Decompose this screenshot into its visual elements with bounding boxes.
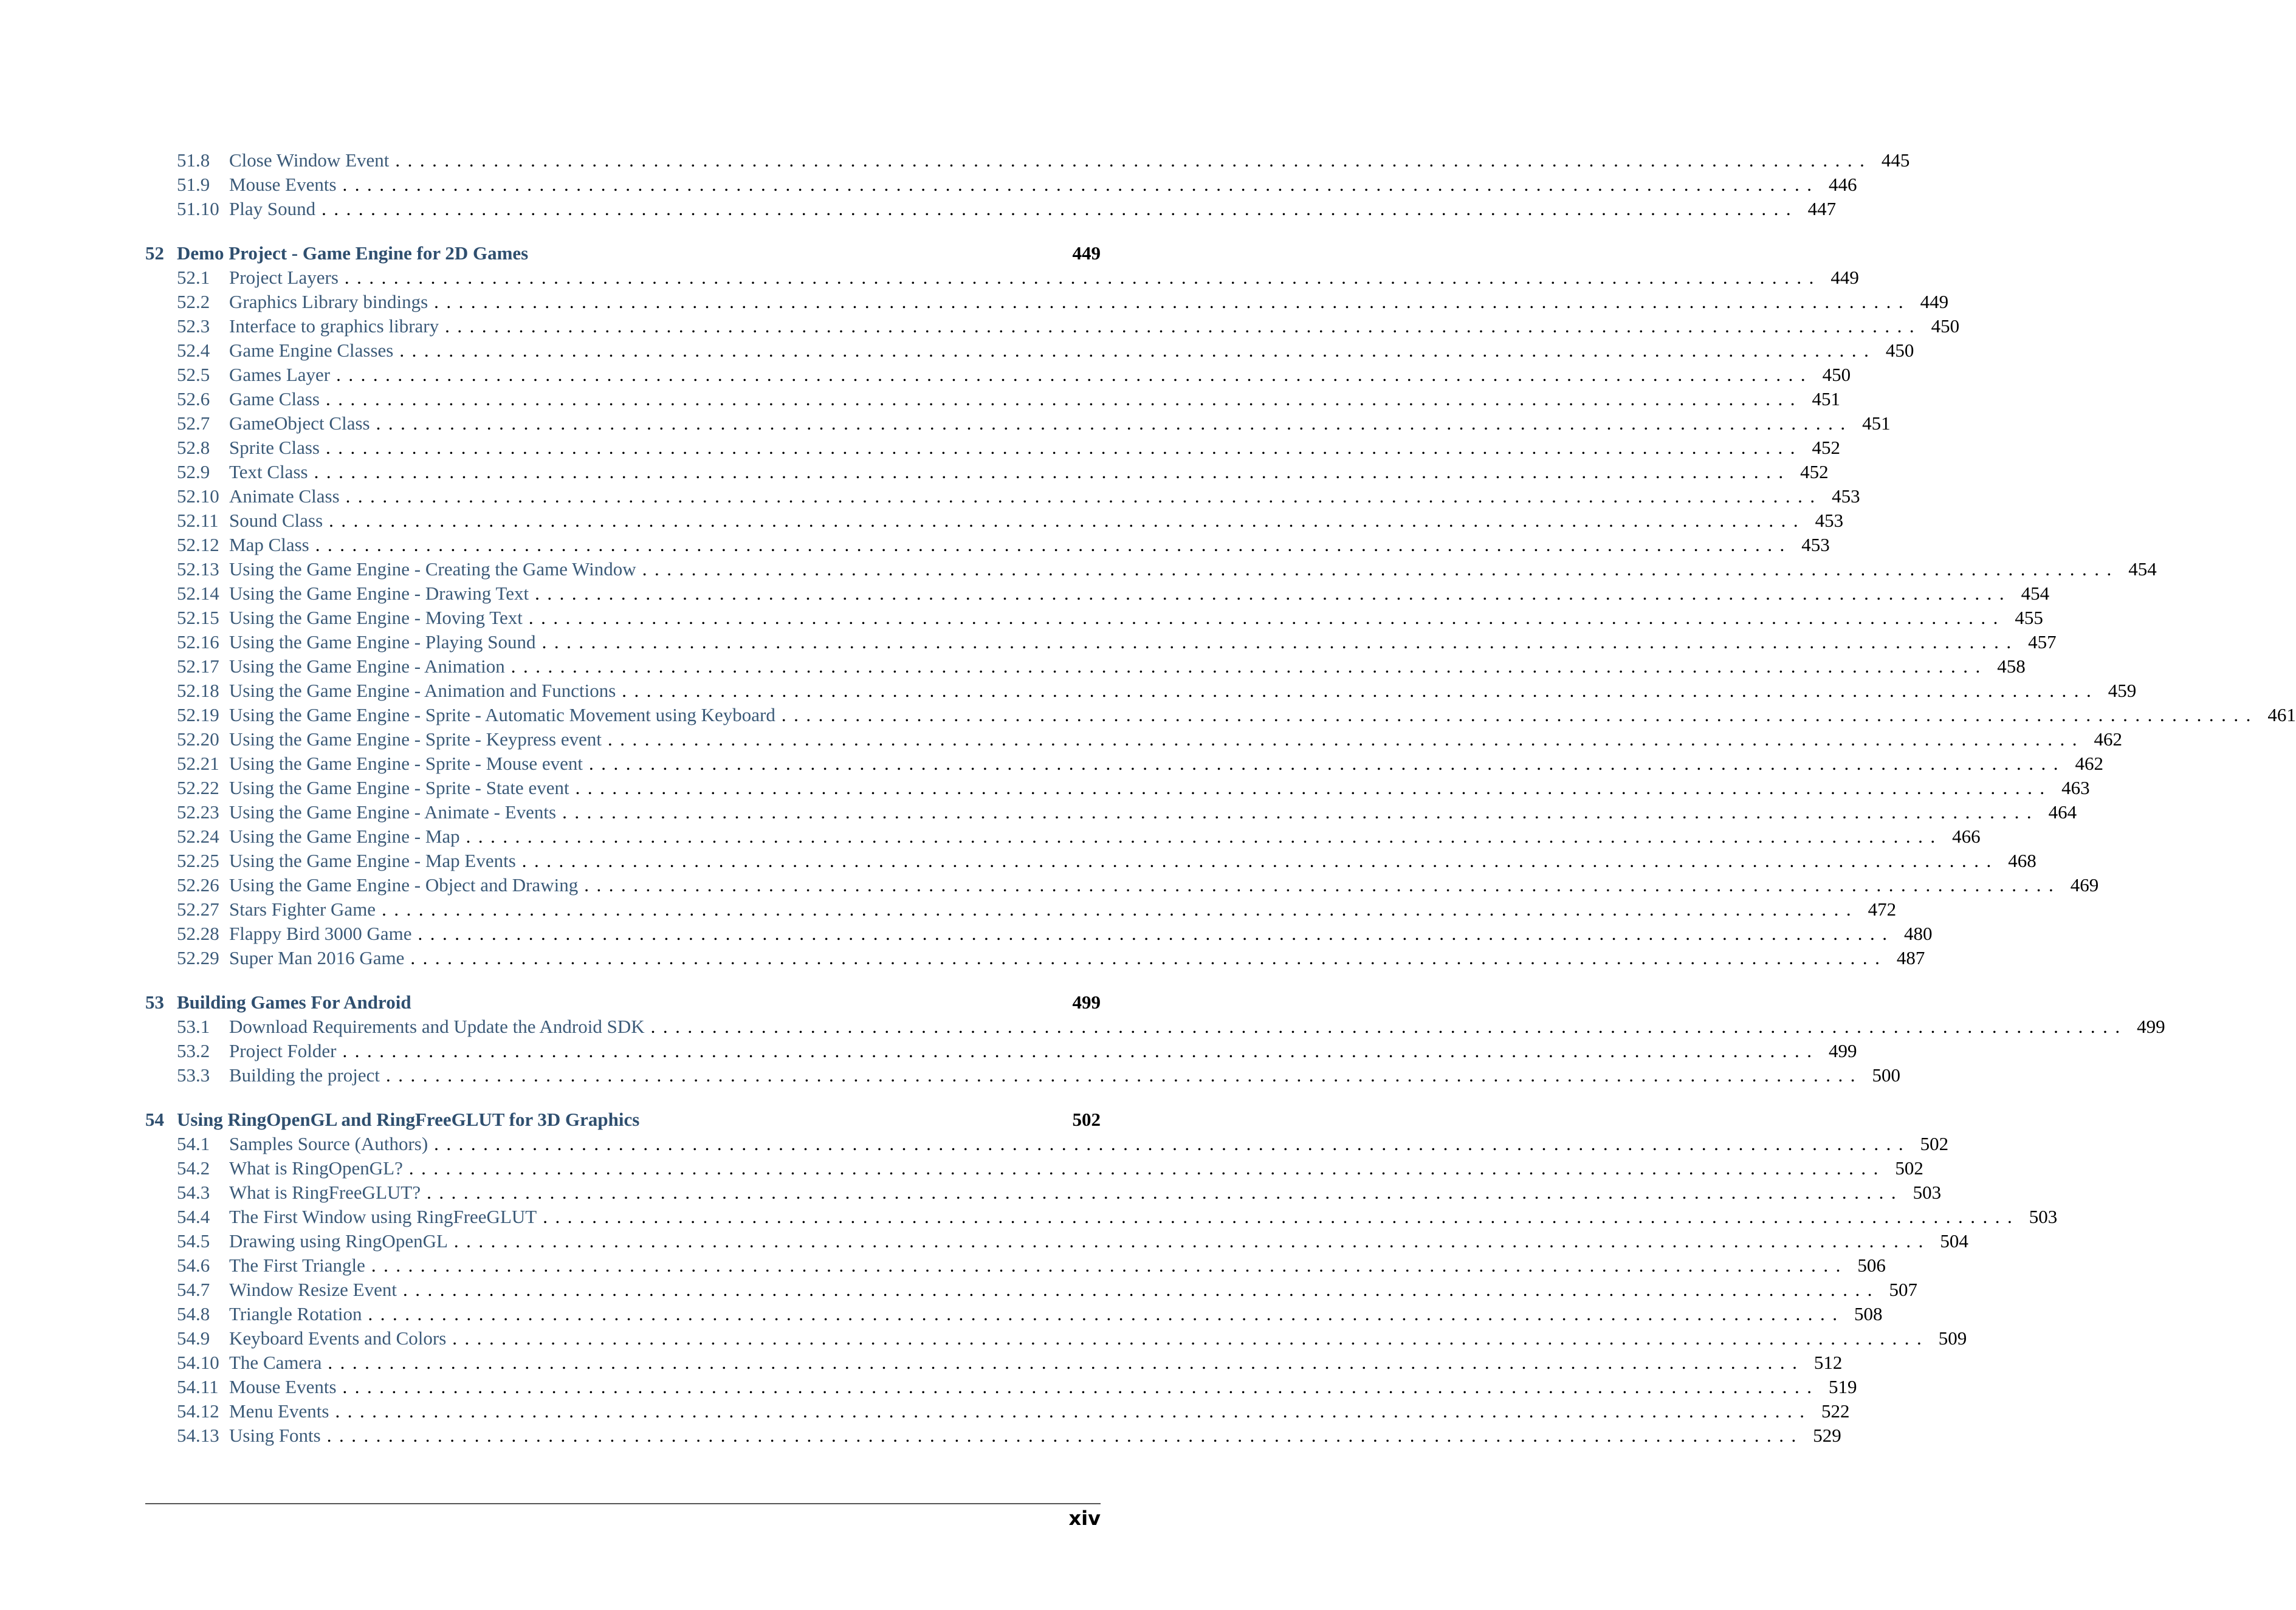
section-title: Using the Game Engine - Creating the Game Window — [229, 558, 636, 580]
section-page-number: 449 — [1830, 267, 1859, 288]
dot-leader: ........................................................................................................................ — [342, 174, 1820, 195]
dot-leader: ........................................................................................................................ — [325, 437, 1803, 458]
section-number: 52.5 — [177, 364, 210, 385]
section-number: 52.23 — [177, 801, 219, 823]
section-page-number: 450 — [1885, 340, 1914, 361]
dot-leader: ........................................................................................................................ — [336, 364, 1813, 385]
dot-leader: ........................................................................................................................ — [607, 728, 2085, 750]
section-number: 54.13 — [177, 1425, 219, 1446]
section-title: Samples Source (Authors) — [229, 1133, 428, 1154]
dot-leader: ........................................................................................................................ — [642, 558, 2119, 580]
section-number: 54.11 — [177, 1376, 219, 1397]
dot-leader: ........................................................................................................................ — [434, 291, 1911, 312]
toc-entry[interactable] — [145, 1423, 1841, 1448]
toc-entry[interactable] — [145, 873, 2099, 897]
toc-entry[interactable] — [145, 1015, 2165, 1039]
section-title: Using the Game Engine - Sprite - Automatic Movement using Keyboard — [229, 704, 775, 725]
section-page-number: 454 — [2128, 558, 2157, 580]
section-title: Using the Game Engine - Sprite - Keypress event — [229, 728, 602, 750]
section-title: Using the Game Engine - Animation — [229, 656, 505, 677]
dot-leader: ........................................................................................................................ — [452, 1327, 1930, 1349]
section-number: 52.10 — [177, 485, 219, 507]
section-number: 52.6 — [177, 388, 210, 409]
dot-leader: ........................................................................................................................ — [528, 607, 2006, 628]
toc-entry[interactable] — [145, 1351, 1843, 1375]
dot-leader: ........................................................................................................................ — [329, 510, 1806, 531]
section-page-number: 522 — [1821, 1400, 1850, 1422]
dot-leader: ........................................................................................................................ — [376, 413, 1853, 434]
toc-entry[interactable] — [145, 1278, 1917, 1302]
toc-entry[interactable] — [145, 679, 2137, 703]
dot-leader: ........................................................................................................................ — [650, 1016, 2128, 1037]
dot-leader: ........................................................................................................................ — [466, 826, 1943, 847]
dot-leader: ........................................................................................................................ — [385, 1064, 1863, 1086]
section-number: 52.21 — [177, 753, 219, 774]
section-number: 54.1 — [177, 1133, 210, 1154]
section-page-number: 499 — [2137, 1016, 2165, 1037]
dot-leader: ........................................................................................................................ — [328, 1352, 1805, 1373]
dot-leader: ........................................................................................................................ — [408, 1157, 1886, 1179]
toc-entry[interactable] — [145, 314, 1960, 338]
toc-entry[interactable] — [145, 1156, 1923, 1180]
dot-leader: ........................................................................................................................ — [382, 899, 1859, 920]
toc-entry[interactable] — [145, 387, 1840, 411]
section-number: 52.24 — [177, 826, 219, 847]
section-number: 54.12 — [177, 1400, 219, 1422]
section-page-number: 466 — [1952, 826, 1981, 847]
toc-entry[interactable] — [145, 703, 2296, 727]
toc-entry[interactable] — [145, 800, 2077, 824]
dot-leader: ........................................................................................................................ — [521, 850, 1999, 871]
section-title: Project Layers — [229, 267, 339, 288]
toc-entry[interactable] — [145, 173, 1857, 197]
section-page-number: 502 — [1895, 1157, 1923, 1179]
section-page-number: 480 — [1904, 923, 1933, 944]
section-page-number: 446 — [1829, 174, 1857, 195]
toc-entry[interactable] — [145, 460, 1829, 484]
section-title: Close Window Event — [229, 149, 390, 171]
dot-leader: ........................................................................................................................ — [314, 461, 1791, 482]
section-number: 52.1 — [177, 267, 210, 288]
section-page-number: 450 — [1931, 315, 1960, 337]
toc-entry[interactable] — [145, 752, 2103, 776]
section-number: 54.2 — [177, 1157, 210, 1179]
section-number: 51.10 — [177, 198, 219, 219]
dot-leader: ........................................................................................................................ — [345, 485, 1823, 507]
section-title: Play Sound — [229, 198, 316, 219]
section-title: Using the Game Engine - Sprite - State event — [229, 777, 569, 798]
toc-entry[interactable] — [145, 197, 1837, 221]
section-title: Game Engine Classes — [229, 340, 394, 361]
chapter-title: Using RingOpenGL and RingFreeGLUT for 3D Graphics — [177, 1109, 640, 1130]
section-page-number: 500 — [1872, 1064, 1900, 1086]
section-page-number: 453 — [1832, 485, 1860, 507]
section-page-number: 472 — [1868, 899, 1897, 920]
section-number: 52.28 — [177, 923, 219, 944]
section-title: Drawing using RingOpenGL — [229, 1230, 448, 1252]
section-page-number: 454 — [2021, 583, 2050, 604]
toc-entry[interactable] — [145, 1063, 1900, 1088]
section-title: The Camera — [229, 1352, 322, 1373]
section-page-number: 449 — [1920, 291, 1949, 312]
dot-leader: ........................................................................................................................ — [344, 267, 1821, 288]
section-title: Game Class — [229, 388, 320, 409]
section-number: 52.19 — [177, 704, 219, 725]
section-title: Using Fonts — [229, 1425, 321, 1446]
section-page-number: 487 — [1896, 947, 1925, 968]
toc-entry[interactable] — [145, 824, 1981, 849]
section-page-number: 451 — [1862, 413, 1891, 434]
toc-entry[interactable] — [145, 484, 1860, 509]
section-number: 52.18 — [177, 680, 219, 701]
section-page-number: 468 — [2008, 850, 2036, 871]
dot-leader: ........................................................................................................................ — [781, 704, 2258, 725]
toc-entry[interactable] — [145, 148, 1910, 173]
document-page — [145, 0, 2296, 1610]
chapter-page-number: 499 — [1072, 992, 1101, 1013]
section-number: 52.13 — [177, 558, 219, 580]
dot-leader: ........................................................................................................................ — [588, 753, 2066, 774]
section-number: 54.5 — [177, 1230, 210, 1252]
section-title: Mouse Events — [229, 1376, 337, 1397]
section-number: 54.6 — [177, 1255, 210, 1276]
dot-leader: ........................................................................................................................ — [453, 1230, 1931, 1252]
section-number: 54.4 — [177, 1206, 210, 1227]
dot-leader: ........................................................................................................................ — [622, 680, 2099, 701]
dot-leader: ........................................................................................................................ — [541, 631, 2019, 653]
section-number: 52.9 — [177, 461, 210, 482]
chapter-number: 54 — [145, 1109, 164, 1130]
section-title: Super Man 2016 Game — [229, 947, 405, 968]
toc-section-group — [145, 148, 1910, 221]
section-title: Sound Class — [229, 510, 323, 531]
toc-entry[interactable] — [145, 1229, 1968, 1253]
dot-leader: ........................................................................................................................ — [342, 1040, 1820, 1061]
section-number: 52.22 — [177, 777, 219, 798]
dot-leader: ........................................................................................................................ — [543, 1206, 2020, 1227]
dot-leader: ........................................................................................................................ — [584, 874, 2061, 896]
dot-leader: ........................................................................................................................ — [335, 1400, 1812, 1422]
toc-entry[interactable] — [145, 606, 2043, 630]
section-title: Triangle Rotation — [229, 1303, 362, 1324]
toc-entry[interactable] — [145, 290, 1949, 314]
section-title: Using the Game Engine - Sprite - Mouse event — [229, 753, 583, 774]
section-page-number: 512 — [1813, 1352, 1843, 1373]
toc-entry[interactable] — [145, 776, 2090, 800]
dot-leader: ........................................................................................................................ — [562, 801, 2040, 823]
section-title: GameObject Class — [229, 413, 370, 434]
section-page-number: 508 — [1854, 1303, 1883, 1324]
chapter-number: 53 — [145, 992, 164, 1013]
toc-entry[interactable] — [145, 922, 1933, 946]
section-number: 52.3 — [177, 315, 210, 337]
dot-leader: ........................................................................................................................ — [445, 315, 1922, 337]
section-number: 54.8 — [177, 1303, 210, 1324]
dot-leader: ........................................................................................................................ — [395, 149, 1872, 171]
toc-entry[interactable] — [145, 1180, 1942, 1205]
section-number: 52.12 — [177, 534, 219, 555]
section-page-number: 453 — [1801, 534, 1830, 555]
section-number: 51.9 — [177, 174, 210, 195]
toc-section-group — [145, 990, 2165, 1088]
dot-leader: ........................................................................................................................ — [418, 923, 1895, 944]
dot-leader: ........................................................................................................................ — [326, 1425, 1804, 1446]
section-title: Menu Events — [229, 1400, 329, 1422]
toc-entry[interactable] — [145, 849, 2036, 873]
chapter-title: Demo Project - Game Engine for 2D Games — [177, 242, 529, 264]
toc-entry[interactable] — [145, 338, 1914, 363]
dot-leader: ........................................................................................................................ — [410, 947, 1888, 968]
section-title: Using the Game Engine - Map Events — [229, 850, 516, 871]
section-number: 54.9 — [177, 1327, 210, 1349]
toc-entry[interactable] — [145, 946, 1925, 970]
section-title: Using the Game Engine - Map — [229, 826, 460, 847]
chapter-title: Building Games For Android — [177, 992, 411, 1013]
section-page-number: 462 — [2075, 753, 2103, 774]
chapter-page-number: 449 — [1072, 242, 1101, 264]
section-page-number: 509 — [1938, 1327, 1967, 1349]
section-title: Stars Fighter Game — [229, 899, 376, 920]
section-title: Using the Game Engine - Object and Drawing — [229, 874, 579, 896]
section-page-number: 529 — [1813, 1425, 1841, 1446]
section-page-number: 452 — [1800, 461, 1829, 482]
section-page-number: 457 — [2028, 631, 2057, 653]
toc-chapter-entry[interactable] — [145, 1108, 1101, 1132]
toc-section-group — [145, 241, 2296, 970]
toc-entry[interactable] — [145, 1205, 2058, 1229]
section-title: Mouse Events — [229, 174, 337, 195]
section-number: 52.11 — [177, 510, 219, 531]
section-number: 52.15 — [177, 607, 219, 628]
section-number: 52.14 — [177, 583, 219, 604]
section-title: What is RingOpenGL? — [229, 1157, 403, 1179]
section-number: 52.27 — [177, 899, 219, 920]
toc-entry[interactable] — [145, 557, 2157, 581]
section-number: 52.17 — [177, 656, 219, 677]
section-page-number: 459 — [2108, 680, 2137, 701]
section-page-number: 503 — [2029, 1206, 2058, 1227]
section-page-number: 507 — [1889, 1279, 1917, 1300]
section-number: 54.10 — [177, 1352, 219, 1373]
section-page-number: 504 — [1940, 1230, 1968, 1252]
toc-entry[interactable] — [145, 581, 2050, 606]
section-number: 54.3 — [177, 1182, 210, 1203]
dot-leader: ........................................................................................................................ — [575, 777, 2052, 798]
section-page-number: 464 — [2048, 801, 2077, 823]
section-title: The First Triangle — [229, 1255, 365, 1276]
toc-entry[interactable] — [145, 630, 2057, 654]
footer-rule — [145, 1503, 1101, 1504]
chapter-page-number: 502 — [1072, 1109, 1101, 1130]
section-page-number: 461 — [2267, 704, 2296, 725]
section-number: 52.16 — [177, 631, 219, 653]
section-title: Keyboard Events and Colors — [229, 1327, 447, 1349]
toc-entry[interactable] — [145, 1253, 1886, 1278]
section-number: 52.8 — [177, 437, 210, 458]
section-number: 53.3 — [177, 1064, 210, 1086]
section-number: 53.2 — [177, 1040, 210, 1061]
section-page-number: 519 — [1829, 1376, 1857, 1397]
section-title: Map Class — [229, 534, 309, 555]
dot-leader: ........................................................................................................................ — [510, 656, 1988, 677]
dot-leader: ........................................................................................................................ — [325, 388, 1803, 409]
section-page-number: 455 — [2015, 607, 2043, 628]
section-page-number: 447 — [1807, 198, 1837, 219]
section-number: 52.7 — [177, 413, 210, 434]
toc-entry[interactable] — [145, 727, 2122, 752]
toc-chapter-entry[interactable] — [145, 990, 1101, 1015]
dot-leader: ........................................................................................................................ — [402, 1279, 1880, 1300]
dot-leader: ........................................................................................................................ — [535, 583, 2012, 604]
section-title: Building the project — [229, 1064, 380, 1086]
section-title: Text Class — [229, 461, 308, 482]
section-page-number: 453 — [1815, 510, 1844, 531]
section-title: Using the Game Engine - Playing Sound — [229, 631, 536, 653]
section-title: Graphics Library bindings — [229, 291, 428, 312]
toc-entry[interactable] — [145, 1039, 1857, 1063]
section-page-number: 506 — [1857, 1255, 1886, 1276]
toc-entry[interactable] — [145, 654, 2026, 679]
section-page-number: 451 — [1812, 388, 1840, 409]
section-page-number: 499 — [1829, 1040, 1857, 1061]
section-page-number: 458 — [1997, 656, 2026, 677]
section-title: Window Resize Event — [229, 1279, 397, 1300]
dot-leader: ........................................................................................................................ — [371, 1255, 1848, 1276]
section-title: Using the Game Engine - Animation and Functions — [229, 680, 616, 701]
section-number: 52.25 — [177, 850, 219, 871]
section-title: The First Window using RingFreeGLUT — [229, 1206, 537, 1227]
toc-entry[interactable] — [145, 1132, 1949, 1156]
section-page-number: 450 — [1822, 364, 1851, 385]
section-title: Games Layer — [229, 364, 331, 385]
dot-leader: ........................................................................................................................ — [434, 1133, 1911, 1154]
page-number: xiv — [1068, 1507, 1101, 1530]
section-title: Interface to graphics library — [229, 315, 439, 337]
dot-leader: ........................................................................................................................ — [427, 1182, 1904, 1203]
section-title: What is RingFreeGLUT? — [229, 1182, 421, 1203]
toc-entry[interactable] — [145, 411, 1891, 436]
toc-entry[interactable] — [145, 533, 1830, 557]
section-title: Using the Game Engine - Moving Text — [229, 607, 523, 628]
dot-leader: ........................................................................................................................ — [368, 1303, 1845, 1324]
toc-entry[interactable] — [145, 897, 1897, 922]
section-page-number: 445 — [1881, 149, 1910, 171]
table-of-contents — [145, 148, 2296, 1468]
toc-entry[interactable] — [145, 265, 1859, 290]
dot-leader: ........................................................................................................................ — [342, 1376, 1820, 1397]
section-number: 53.1 — [177, 1016, 210, 1037]
section-page-number: 452 — [1812, 437, 1840, 458]
toc-entry[interactable] — [145, 436, 1840, 460]
section-number: 52.20 — [177, 728, 219, 750]
section-number: 52.2 — [177, 291, 210, 312]
dot-leader: ........................................................................................................................ — [321, 198, 1799, 219]
toc-entry[interactable] — [145, 1375, 1857, 1399]
section-page-number: 462 — [2094, 728, 2122, 750]
section-title: Project Folder — [229, 1040, 337, 1061]
section-number: 54.7 — [177, 1279, 210, 1300]
section-title: Flappy Bird 3000 Game — [229, 923, 412, 944]
toc-chapter-entry[interactable] — [145, 241, 1101, 265]
section-page-number: 503 — [1913, 1182, 1942, 1203]
section-number: 52.29 — [177, 947, 219, 968]
toc-entry[interactable] — [145, 1399, 1850, 1423]
section-title: Using the Game Engine - Drawing Text — [229, 583, 529, 604]
section-page-number: 502 — [1920, 1133, 1949, 1154]
toc-entry[interactable] — [145, 1302, 1883, 1326]
toc-entry[interactable] — [145, 363, 1851, 387]
toc-section-group — [145, 1108, 2058, 1448]
section-title: Download Requirements and Update the Android SDK — [229, 1016, 645, 1037]
chapter-number: 52 — [145, 242, 164, 264]
section-title: Animate Class — [229, 485, 340, 507]
section-page-number: 469 — [2070, 874, 2099, 896]
toc-entry[interactable] — [145, 509, 1844, 533]
section-title: Sprite Class — [229, 437, 320, 458]
section-number: 52.26 — [177, 874, 219, 896]
section-page-number: 463 — [2061, 777, 2090, 798]
section-number: 51.8 — [177, 149, 210, 171]
toc-entry[interactable] — [145, 1326, 1967, 1351]
dot-leader: ........................................................................................................................ — [315, 534, 1792, 555]
dot-leader: ........................................................................................................................ — [399, 340, 1877, 361]
section-title: Using the Game Engine - Animate - Events — [229, 801, 557, 823]
section-number: 52.4 — [177, 340, 210, 361]
